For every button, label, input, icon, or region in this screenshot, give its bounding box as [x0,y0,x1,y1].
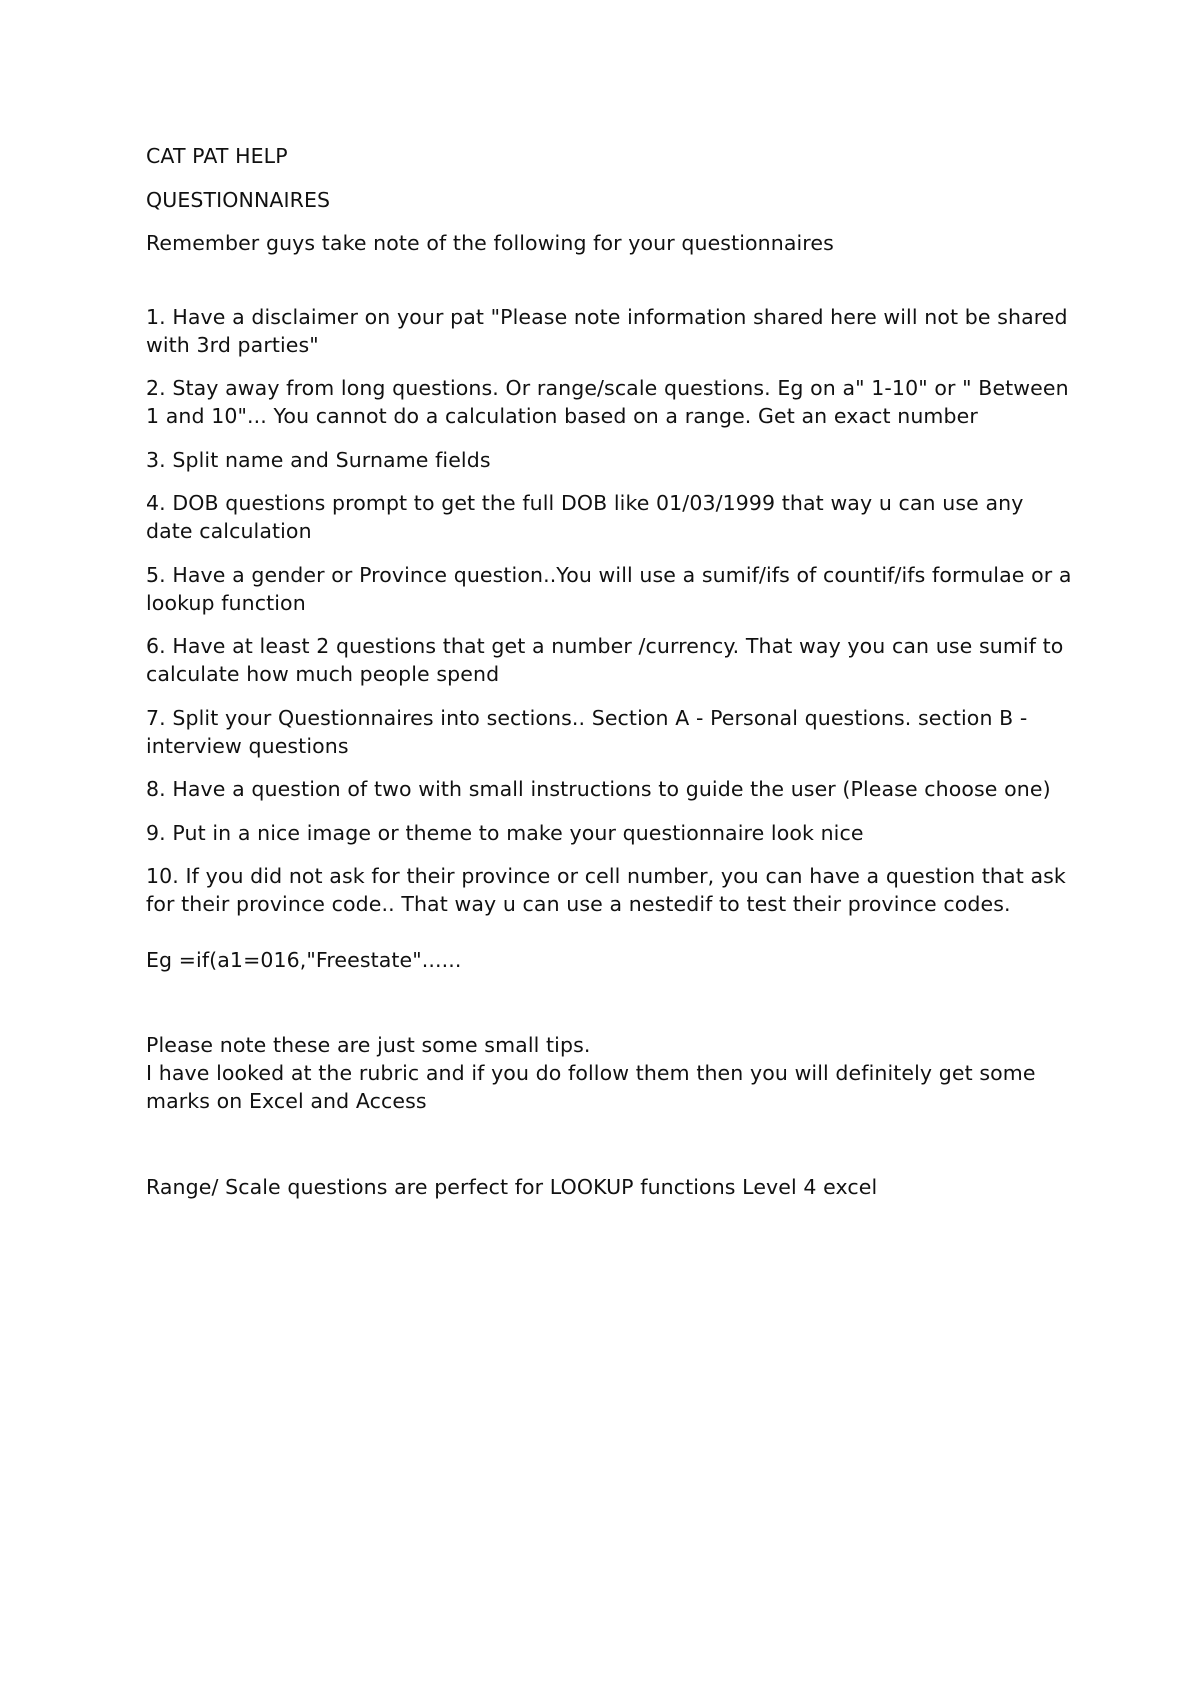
spacer [146,1131,1076,1173]
tip-item: 3. Split name and Surname fields [146,447,491,472]
tip-item: 4. DOB questions prompt to get the full DOB like 01/03/1999 that way u can use any date calculation [146,491,1031,543]
tip-item: 6. Have at least 2 questions that get a number /currency. That way you can use sumif to calculate how much people spend [146,634,1071,686]
note-line: Please note these are just some small tips. [146,1033,591,1057]
spacer [146,273,1076,303]
tip-item: 9. Put in a nice image or theme to make your questionnaire look nice [146,820,864,845]
tip-item: 7. Split your Questionnaires into sections.. Section A - Personal questions. section B - interview questions [146,705,1035,758]
tip-item: 2. Stay away from long questions. Or range/scale questions. Eg on a" 1-10" or " Between 1 and 10"... You cannot do a calculation based on a range. Get an exact number [146,376,1076,428]
intro-paragraph: Remember guys take note of the following for your questionnaires [146,231,834,255]
tip-item: 5. Have a gender or Province question..You will use a sumif/ifs of countif/ifs formulae or a lookup function [146,562,1079,615]
tip-item: 8. Have a question of two with small instructions to guide the user (Please choose one) [146,777,1051,801]
formula-example: Eg =if(a1=016,"Freestate"...... [146,947,462,972]
tip-item: 1. Have a disclaimer on your pat "Please note information shared here will not be shared with 3rd parties" [146,304,1075,357]
spacer [146,934,1076,946]
tip-item: 10. If you did not ask for their province or cell number, you can have a question that ask for their province code.. That way u can use a nestedif to test their province codes. [146,864,1073,916]
closing-remark: Range/ Scale questions are perfect for LOOKUP functions Level 4 excel [146,1174,878,1199]
document-subtitle: QUESTIONNAIRES [146,187,331,212]
spacer [146,989,1076,1031]
document-page [146,142,1079,1216]
note-line: I have looked at the rubric and if you do follow them then you will definitely get some marks on Excel and Access [146,1061,1043,1113]
document-title: CAT PAT HELP [146,144,288,168]
